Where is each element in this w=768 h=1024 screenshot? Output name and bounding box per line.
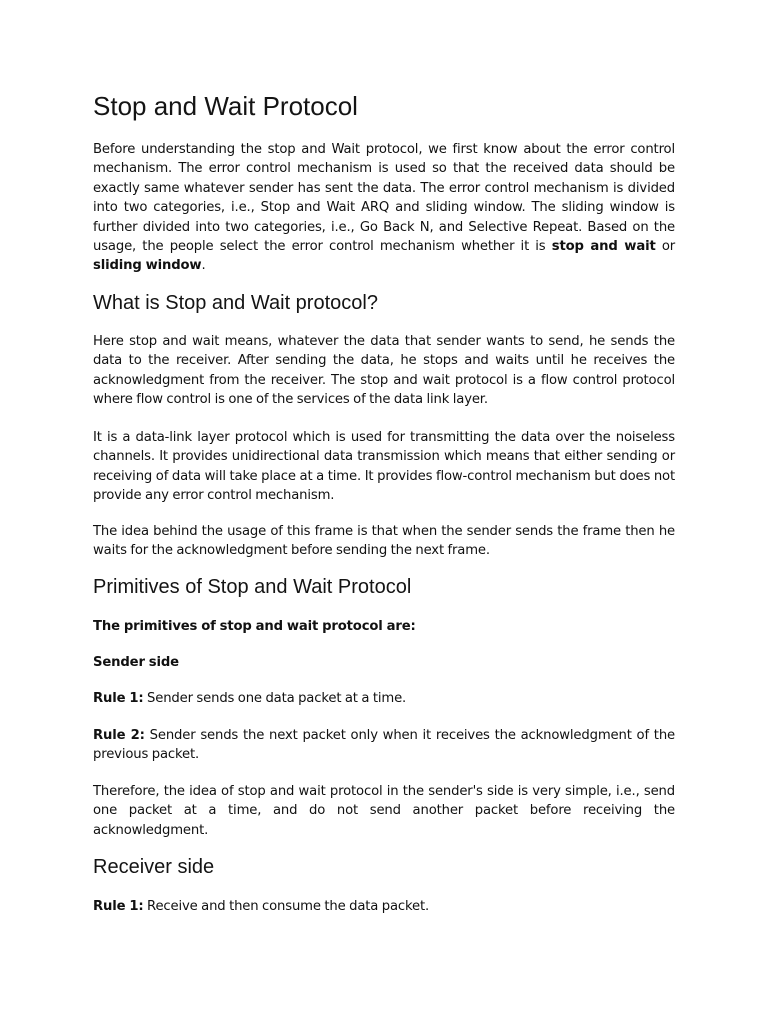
section-heading-what-is: What is Stop and Wait protocol?: [93, 292, 378, 314]
receiver-rule-1-label: Rule 1:: [93, 899, 144, 914]
intro-or-text: or: [655, 239, 676, 255]
section-heading-receiver-side: Receiver side: [93, 856, 215, 878]
primitives-lead-bold: The primitives of stop and wait protocol are:: [93, 619, 416, 634]
paragraph-stop-and-wait-meaning: Here stop and wait means, whatever the data that sender wants to send, he sends the data to the receiver. After sending the data, he stops and waits until he receives the acknowledgment from the receiver. The stop and wait protocol is a flow control protocol where flow control is one of the services of the data link layer.: [93, 334, 675, 408]
primitives-lead: [93, 617, 675, 636]
sender-side-heading: [93, 653, 675, 672]
sender-rule-2: [93, 726, 675, 765]
sender-rule-2-label: Rule 2:: [93, 728, 145, 743]
section-heading-primitives: Primitives of Stop and Wait Protocol: [93, 576, 412, 598]
page-title: Stop and Wait Protocol: [93, 91, 358, 121]
sender-side-heading-bold: Sender side: [93, 655, 179, 670]
intro-paragraph: [93, 140, 675, 276]
intro-text: Before understanding the stop and Wait protocol, we first know about the error control mechanism. The error control mechanism is used so that the received data should be exactly same whatever sender has sent the data. The error control mechanism is divided into two categories, i.e., Stop and Wait ARQ and sliding window. The sliding window is further divided into two categories, i.e., Go Back N, and Selective Repeat. Based on the usage, the people select the error control mechanism whether it is: [93, 142, 675, 255]
intro-bold-stop-and-wait: stop and wait: [551, 239, 656, 255]
sender-rule-1: [93, 689, 675, 708]
sender-rule-1-label: Rule 1:: [93, 691, 144, 706]
intro-bold-sliding-window: sliding window: [93, 258, 202, 274]
receiver-rule-1: [93, 897, 675, 916]
paragraph-data-link-protocol: It is a data-link layer protocol which is used for transmitting the data over the noiseless channels. It provides unidirectional data transmission which means that either sending or receiving of data will take place at a time. It provides flow-control mechanism but does not provide any error control mechanism.: [93, 430, 675, 504]
sender-rule-1-text: Sender sends one data packet at a time.: [143, 691, 407, 706]
paragraph-frame-idea: The idea behind the usage of this frame is that when the sender sends the frame then he waits for the acknowledgment before sending the next frame.: [93, 524, 675, 559]
receiver-rule-1-text: Receive and then consume the data packet.: [143, 899, 430, 914]
intro-end-text: .: [201, 258, 206, 274]
sender-rule-2-text: Sender sends the next packet only when it receives the acknowledgment of the previous packet.: [93, 728, 675, 763]
sender-summary: Therefore, the idea of stop and wait protocol in the sender's side is very simple, i.e., send one packet at a time, and do not send another packet before receiving the acknowledgment.: [93, 784, 675, 838]
